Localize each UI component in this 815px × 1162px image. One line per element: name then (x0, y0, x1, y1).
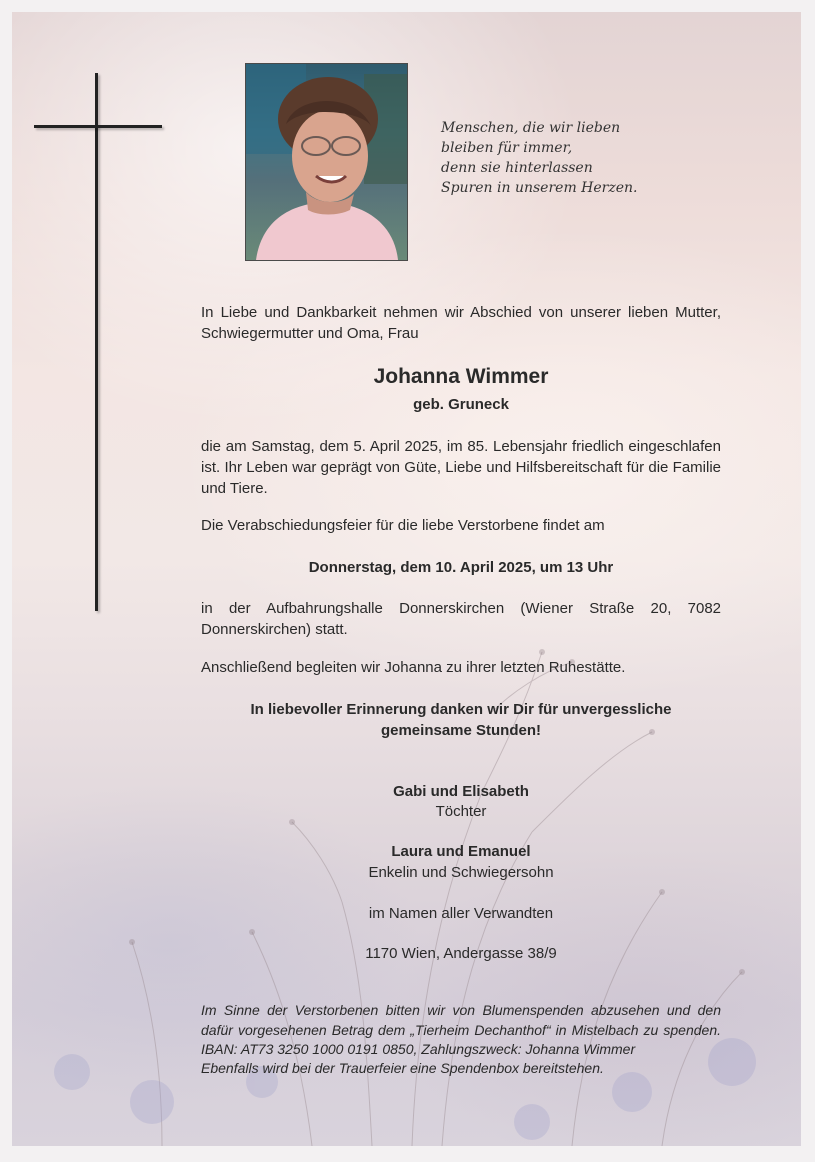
quote-line: bleiben für immer, (441, 140, 573, 156)
quote-line: denn sie hinterlassen (441, 160, 593, 176)
memory-text: In liebevoller Erinnerung danken wir Dir für unvergessliche gemeinsame Stunden! (250, 701, 672, 739)
mourner-names: Gabi und Elisabeth (393, 783, 529, 800)
ceremony-location: in der Aufbahrungshalle Donnerskirchen (Wiener Straße 20, 7082 Donnerskirchen) statt. (201, 600, 721, 638)
death-text: die am Samstag, dem 5. April 2025, im 85. Lebensjahr friedlich eingeschlafen ist. Ihr Leben war geprägt von Güte, Liebe und Hilfsbereitschaft für die Familie und Tiere. (201, 438, 721, 497)
mourner-names: Laura und Emanuel (391, 843, 531, 860)
ceremony-intro: Die Verabschiedungsfeier für die liebe Verstorbene findet am (201, 517, 605, 534)
portrait-photo-drawing (246, 64, 407, 260)
cross-horizontal-bar (34, 125, 162, 128)
burial-text: Anschließend begleiten wir Johanna zu ihrer letzten Ruhestätte. (201, 659, 626, 676)
intro-text: In Liebe und Dankbarkeit nehmen wir Abschied von unserer lieben Mutter, Schwiegermutter und Oma, Frau (201, 304, 721, 342)
quote-line: Menschen, die wir lieben (441, 120, 621, 136)
donation-box-text: Ebenfalls wird bei der Trauerfeier eine Spendenbox bereitstehen. (201, 1060, 604, 1076)
ceremony-date: Donnerstag, dem 10. April 2025, um 13 Uhr (308, 559, 614, 576)
birth-name: geb. Gruneck (413, 396, 509, 413)
deceased-name: Johanna Wimmer (373, 365, 549, 388)
cross-vertical-bar (95, 73, 98, 611)
portrait-photo (245, 63, 408, 261)
mourner-relation: Enkelin und Schwiegersohn (368, 864, 554, 881)
family-address: 1170 Wien, Andergasse 38/9 (365, 945, 557, 962)
quote-line: Spuren in unserem Herzen. (441, 180, 638, 196)
obituary-card (12, 12, 801, 1146)
relatives-text: im Namen aller Verwandten (368, 905, 554, 922)
memorial-quote (441, 118, 761, 198)
donation-text: Im Sinne der Verstorbenen bitten wir von Blumenspenden abzusehen und den dafür vorgesehenen Betrag dem „Tierheim Dechanthof“ in Mistelbach zu spenden. IBAN: AT73 3250 1000 0191 0850, Zahlungszweck: Johanna Wimmer (201, 1002, 721, 1057)
mourner-relation: Töchter (435, 803, 487, 820)
